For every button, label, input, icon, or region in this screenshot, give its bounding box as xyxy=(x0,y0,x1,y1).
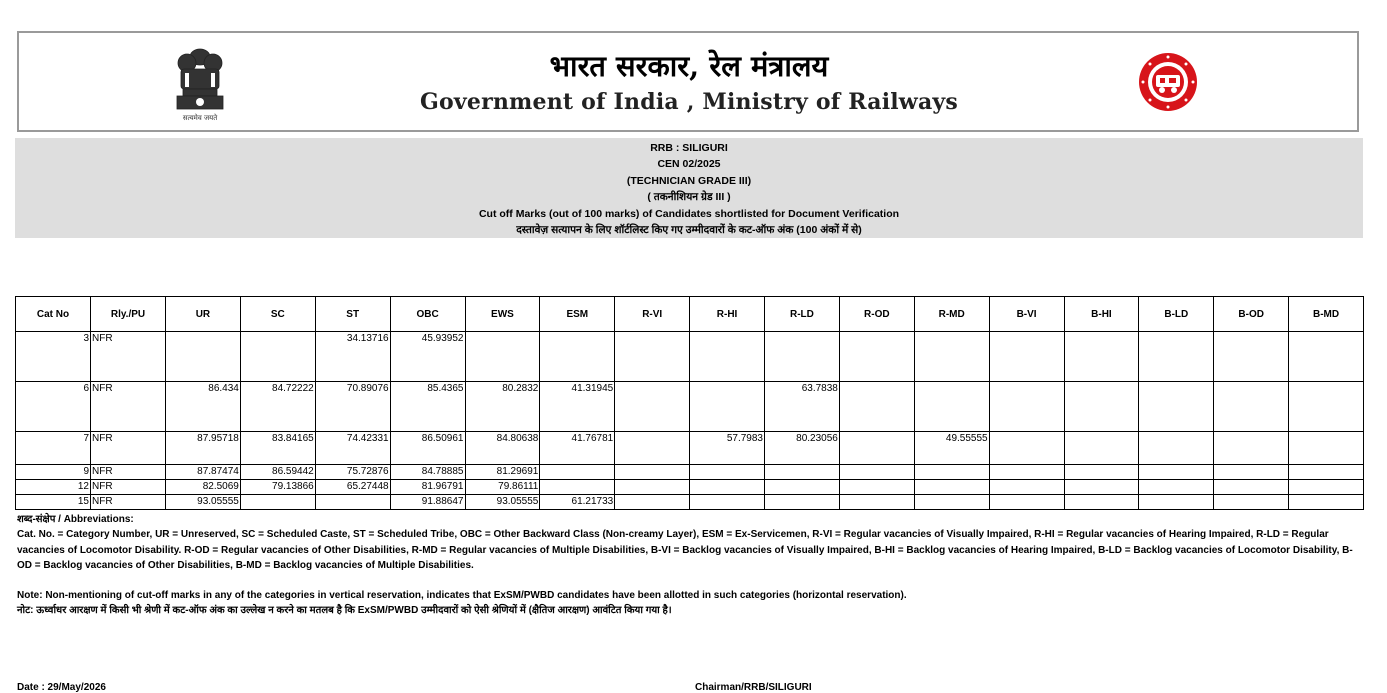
table-row xyxy=(16,332,1364,382)
table-cell xyxy=(989,432,1064,465)
table-cell xyxy=(615,480,690,495)
table-header-row xyxy=(16,297,1364,332)
column-header: R-MD xyxy=(914,297,989,332)
table-cell xyxy=(765,465,840,480)
table-cell xyxy=(989,332,1064,382)
table-cell xyxy=(1214,465,1289,480)
table-row xyxy=(16,465,1364,480)
table-cell xyxy=(1139,332,1214,382)
table-cell xyxy=(839,480,914,495)
table-cell: 81.29691 xyxy=(465,465,540,480)
table-cell xyxy=(839,382,914,432)
table-cell: 87.95718 xyxy=(166,432,241,465)
note-hindi: नोट: ऊर्ध्वाधर आरक्षण में किसी भी श्रेणी में कट-ऑफ अंक का उल्लेख न करने का मतलब है कि ExSM/PWBD उम्मीदवारों को ऐसी श्रेणियों में (क्षैतिज आरक्षण) आवंटित किया गया है। xyxy=(17,605,672,616)
table-cell xyxy=(1064,332,1139,382)
table-cell xyxy=(765,495,840,510)
table-cell: NFR xyxy=(91,465,166,480)
note-english: Note: Non-mentioning of cut-off marks in any of the categories in vertical reservation, indicates that ExSM/PWBD candidates have been allotted in such categories (horizontal reservation). xyxy=(17,590,907,601)
table-cell xyxy=(240,495,315,510)
table-cell xyxy=(1064,480,1139,495)
abbreviations-text: Cat. No. = Category Number, UR = Unreserved, SC = Scheduled Caste, ST = Scheduled Tribe, OBC = Other Backward Class (Non-creamy Layer), ESM = Ex-Servicemen, R-VI = Regular vacancies of Visually Impaired, R-HI = Regular vacancies of Hearing Impaired, R-LD = Regular vacancies of Locomotor Disability. R-OD = Regular vacancies of Other Disabilities, R-MD = Regular vacancies of Multiple Disabilities, B-VI = Backlog vacancies of Visually Impaired, B-HI = Backlog vacancies of Hearing Impaired, B-LD = Backlog vacancies of Locomotor Disability, B-OD = Backlog vacancies of Other Disabilities, B-MD = Backlog vacancies of Multiple Disabilities. xyxy=(17,529,1353,571)
table-cell xyxy=(615,495,690,510)
table-cell xyxy=(1064,432,1139,465)
table-row xyxy=(16,495,1364,510)
note xyxy=(17,588,1362,618)
table-cell: 61.21733 xyxy=(540,495,615,510)
column-header: B-OD xyxy=(1214,297,1289,332)
table-cell: 82.5069 xyxy=(166,480,241,495)
table-cell xyxy=(540,332,615,382)
signatory: Chairman/RRB/SILIGURI xyxy=(695,682,812,693)
table-cell: 70.89076 xyxy=(315,382,390,432)
table-cell xyxy=(615,432,690,465)
table-cell xyxy=(1289,465,1364,480)
emblem-caption: सत्यमेव जयते xyxy=(182,114,218,122)
table-cell xyxy=(914,332,989,382)
table-cell xyxy=(914,480,989,495)
table-cell: 87.87474 xyxy=(166,465,241,480)
column-header: R-VI xyxy=(615,297,690,332)
table-cell xyxy=(1064,495,1139,510)
table-cell: NFR xyxy=(91,495,166,510)
table-cell xyxy=(1214,332,1289,382)
abbreviations xyxy=(17,512,1362,573)
table-cell: 41.31945 xyxy=(540,382,615,432)
post-name-hindi: ( तकनीशियन ग्रेड III ) xyxy=(647,191,731,204)
table-cell xyxy=(1139,382,1214,432)
column-header: B-HI xyxy=(1064,297,1139,332)
table-cell xyxy=(839,495,914,510)
column-header: SC xyxy=(240,297,315,332)
table-cell: 84.78885 xyxy=(390,465,465,480)
table-cell xyxy=(690,382,765,432)
table-cell xyxy=(690,480,765,495)
table-cell: 84.80638 xyxy=(465,432,540,465)
table-cell: 12 xyxy=(16,480,91,495)
table-cell: 7 xyxy=(16,432,91,465)
table-cell: 86.434 xyxy=(166,382,241,432)
table-cell: 15 xyxy=(16,495,91,510)
table-cell: 57.7983 xyxy=(690,432,765,465)
table-cell: NFR xyxy=(91,432,166,465)
column-header: R-OD xyxy=(839,297,914,332)
date: Date : 29/May/2026 xyxy=(17,682,106,693)
letterhead xyxy=(17,31,1359,132)
table-cell: 84.72222 xyxy=(240,382,315,432)
notice-title: Cut off Marks (out of 100 marks) of Candidates shortlisted for Document Verification xyxy=(478,207,900,220)
table-cell: 41.76781 xyxy=(540,432,615,465)
column-header: OBC xyxy=(390,297,465,332)
table-cell xyxy=(1289,332,1364,382)
table-cell: 74.42331 xyxy=(315,432,390,465)
table-row xyxy=(16,480,1364,495)
table-cell xyxy=(839,432,914,465)
column-header: R-LD xyxy=(765,297,840,332)
table-cell xyxy=(1214,382,1289,432)
indian-railways-logo-icon xyxy=(1122,51,1214,113)
table-cell: 79.86111 xyxy=(465,480,540,495)
table-cell xyxy=(690,332,765,382)
cen-number: CEN 02/2025 xyxy=(657,158,721,171)
column-header: B-MD xyxy=(1289,297,1364,332)
table-cell: 3 xyxy=(16,332,91,382)
table-cell xyxy=(1064,382,1139,432)
post-name: (TECHNICIAN GRADE III) xyxy=(626,174,752,187)
table-cell: 91.88647 xyxy=(390,495,465,510)
table-cell xyxy=(315,495,390,510)
table-cell: 49.55555 xyxy=(914,432,989,465)
table-cell: 80.2832 xyxy=(465,382,540,432)
table-cell xyxy=(989,495,1064,510)
table-cell: NFR xyxy=(91,480,166,495)
table-cell xyxy=(989,382,1064,432)
column-header: Cat No xyxy=(16,297,91,332)
table-cell xyxy=(765,332,840,382)
notice-title-hindi: दस्तावेज़ सत्यापन के लिए शॉर्टलिस्ट किए गए उम्मीदवारों के कट-ऑफ अंक (100 अंकों में से) xyxy=(516,223,862,236)
table-cell: NFR xyxy=(91,332,166,382)
table-cell xyxy=(839,332,914,382)
column-header: ESM xyxy=(540,297,615,332)
table-cell: 83.84165 xyxy=(240,432,315,465)
table-cell xyxy=(989,480,1064,495)
table-cell xyxy=(615,382,690,432)
table-row xyxy=(16,382,1364,432)
column-header: Rly./PU xyxy=(91,297,166,332)
table-cell: 34.13716 xyxy=(315,332,390,382)
table-cell xyxy=(1214,495,1289,510)
table-cell xyxy=(1214,432,1289,465)
table-cell xyxy=(615,465,690,480)
table-cell: 85.4365 xyxy=(390,382,465,432)
column-header: ST xyxy=(315,297,390,332)
table-cell xyxy=(1289,495,1364,510)
table-cell xyxy=(1139,465,1214,480)
table-cell xyxy=(615,332,690,382)
table-cell xyxy=(914,465,989,480)
table-cell: NFR xyxy=(91,382,166,432)
table-cell xyxy=(540,480,615,495)
table-cell: 80.23056 xyxy=(765,432,840,465)
table-cell xyxy=(1289,432,1364,465)
table-cell: 86.50961 xyxy=(390,432,465,465)
table-cell xyxy=(1139,495,1214,510)
rrb-name: RRB : SILIGURI xyxy=(650,142,728,154)
table-cell: 6 xyxy=(16,382,91,432)
hindi-title: भारत सरकार, रेल मंत्रालय xyxy=(549,49,829,83)
cutoff-table xyxy=(15,296,1364,510)
column-header: UR xyxy=(166,297,241,332)
table-cell xyxy=(540,465,615,480)
table-cell: 81.96791 xyxy=(390,480,465,495)
table-row xyxy=(16,432,1364,465)
column-header: B-LD xyxy=(1139,297,1214,332)
table-cell: 65.27448 xyxy=(315,480,390,495)
table-cell xyxy=(1289,382,1364,432)
table-cell xyxy=(914,382,989,432)
table-cell xyxy=(1064,465,1139,480)
table-cell xyxy=(465,332,540,382)
table-cell: 86.59442 xyxy=(240,465,315,480)
table-cell xyxy=(690,495,765,510)
table-cell xyxy=(1139,432,1214,465)
table-cell: 75.72876 xyxy=(315,465,390,480)
column-header: EWS xyxy=(465,297,540,332)
table-cell: 93.05555 xyxy=(166,495,241,510)
table-cell xyxy=(1139,480,1214,495)
table-cell xyxy=(166,332,241,382)
table-cell xyxy=(240,332,315,382)
table-cell xyxy=(765,480,840,495)
table-cell: 79.13866 xyxy=(240,480,315,495)
table-cell xyxy=(1214,480,1289,495)
table-cell xyxy=(914,495,989,510)
table-cell: 63.7838 xyxy=(765,382,840,432)
national-emblem-icon xyxy=(165,43,235,123)
table-cell: 93.05555 xyxy=(465,495,540,510)
table-cell xyxy=(1289,480,1364,495)
table-cell xyxy=(989,465,1064,480)
table-cell xyxy=(690,465,765,480)
notice-header xyxy=(15,138,1363,238)
table-cell: 45.93952 xyxy=(390,332,465,382)
table-cell xyxy=(839,465,914,480)
english-title: Government of India , Ministry of Railways xyxy=(420,89,958,115)
column-header: B-VI xyxy=(989,297,1064,332)
table-cell: 9 xyxy=(16,465,91,480)
abbreviations-heading: शब्द-संक्षेप / Abbreviations: xyxy=(17,514,134,525)
column-header: R-HI xyxy=(690,297,765,332)
